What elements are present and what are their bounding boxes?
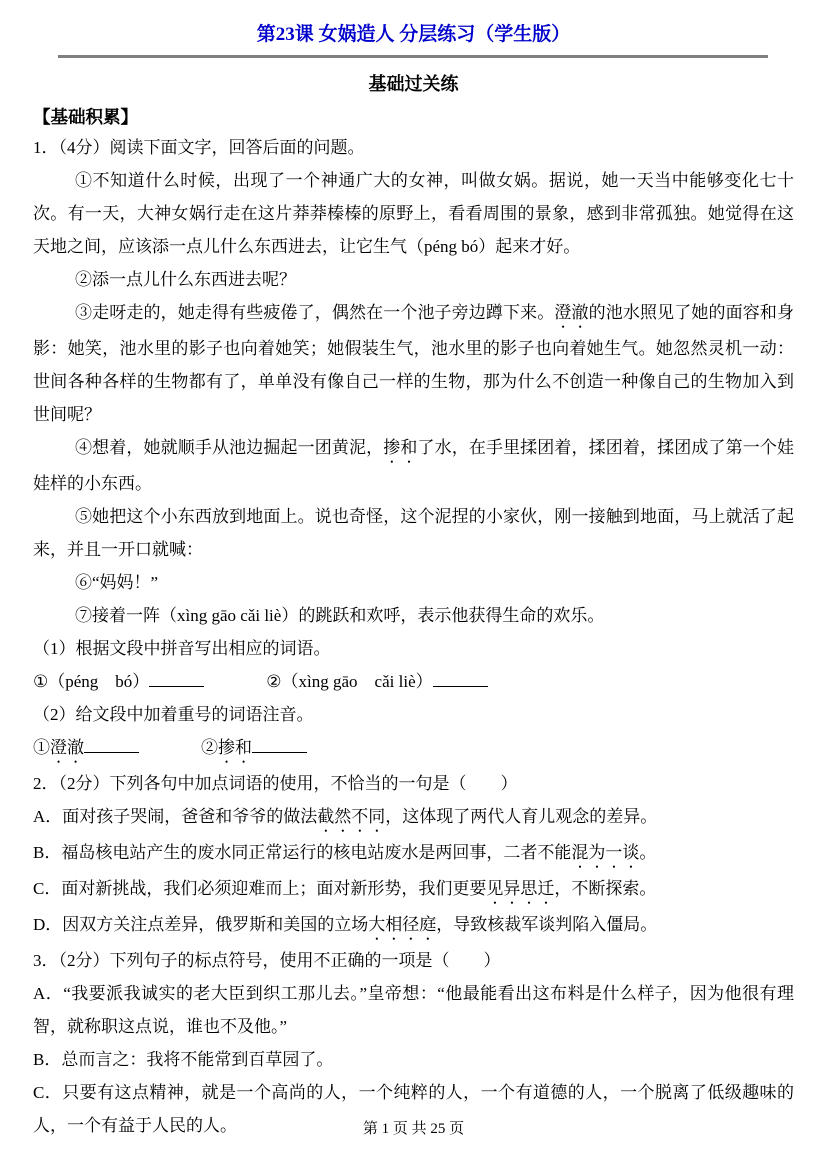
text-run: ②	[201, 738, 218, 757]
page-footer: 第 1 页 共 25 页	[362, 1121, 465, 1137]
text-run: ②（xìng gāo cǎi liè）	[266, 672, 433, 691]
text-run: ④想着，她就顺手从池边掘起一团黄泥，	[75, 438, 384, 457]
text-run: ②添一点儿什么东西进去呢？	[75, 270, 296, 289]
text-run: 了水，在手里揉团着，揉团着，揉团成了第一个娃娃样的小东西。	[33, 438, 795, 493]
question-3	[33, 944, 794, 1142]
text-run: ，不断探索。	[554, 879, 657, 898]
question-3-option-c: C．只要有这点精神，就是一个高尚的人，一个纯粹的人，一个有道德的人，一个脱离了低级趣味的人，一个有益于人民的人。	[33, 1083, 794, 1135]
text-run: D．因双方关注点差异，俄罗斯和美国的立场	[33, 915, 369, 934]
section-heading: 基础过关练	[368, 74, 459, 94]
emphasized-word: 混为一谈	[571, 843, 640, 862]
answer-blank[interactable]	[252, 737, 307, 753]
question-1-stem: 1．（4分）阅读下面文字，回答后面的问题。	[33, 138, 365, 157]
emphasized-word: 见异思迁	[486, 879, 555, 898]
subsection-heading: 【基础积累】	[33, 107, 138, 127]
passage-paragraph-3	[33, 296, 794, 431]
title-divider	[58, 55, 768, 58]
emphasized-word: 截然不同	[317, 807, 386, 826]
answer-blank[interactable]	[84, 737, 139, 753]
text-run: ，导致核裁军谈判陷入僵局。	[436, 915, 658, 934]
question-1-sub-2-answer-line	[33, 731, 794, 767]
answer-blank[interactable]	[149, 671, 204, 687]
emphasized-word: 澄澈	[50, 738, 84, 757]
text-run: A．面对孩子哭闹，爸爸和爷爷的做法	[33, 807, 318, 826]
text-run: 的池水照见了她的面容和身影：她笑，池水里的影子也向着她笑；她假装生气，池水里的影子也向着她生气。她忽然灵机一动：世间各种各样的生物都有了，单单没有像自己一样的生物，那为什么不创造一种像自己的生物加入到世间呢？	[33, 303, 795, 424]
question-2-option-b	[33, 836, 794, 872]
question-2	[33, 767, 794, 944]
question-2-stem: 2．（2分）下列各句中加点词语的使用，不恰当的一句是（ ）	[33, 774, 518, 793]
passage-paragraph-5	[33, 500, 794, 566]
text-run: ⑦接着一阵（xìng gāo cǎi liè）的跳跃和欢呼，表示他获得生命的欢乐。	[75, 606, 605, 625]
question-2-option-a	[33, 800, 794, 836]
text-run: ①不知道什么时候，出现了一个神通广大的女神，叫做女娲。据说，她一天当中能够变化七十次。有一天，大神女娲行走在这片莽莽榛榛的原野上，看看周围的景象，感到非常孤独。她觉得在这天地之间，应该添一点儿什么东西进去，让它生气（péng bó）起来才好。	[33, 171, 794, 256]
text-run: ①	[33, 738, 50, 757]
passage-paragraph-6	[33, 566, 794, 599]
text-run: 。	[639, 843, 657, 862]
text-run: ①（péng bó）	[33, 672, 150, 691]
passage-paragraph-4	[33, 431, 794, 500]
emphasized-word: 掺和	[383, 438, 418, 457]
answer-blank[interactable]	[433, 671, 488, 687]
passage-paragraph-2	[33, 263, 794, 296]
question-1-sub-1-stem: （1）根据文段中拼音写出相应的词语。	[33, 639, 331, 658]
question-3-option-b: B．总而言之：我将不能常到百草园了。	[33, 1050, 334, 1069]
text-run: ③走呀走的，她走得有些疲倦了，偶然在一个池子旁边蹲下来。	[75, 303, 555, 322]
question-3-stem: 3．（2分）下列句子的标点符号，使用不正确的一项是（ ）	[33, 951, 501, 970]
question-2-option-d	[33, 908, 794, 944]
text-run: ⑤她把这个小东西放到地面上。说也奇怪，这个泥捏的小家伙，刚一接触到地面，马上就活了起来，并且一开口就喊：	[33, 507, 794, 559]
document-title: 第23课 女娲造人 分层练习（学生版）	[256, 24, 571, 45]
text-run: C．面对新挑战，我们必须迎难而上；面对新形势，我们更要	[33, 879, 487, 898]
emphasized-word: 澄澈	[554, 303, 589, 322]
question-1	[33, 131, 794, 767]
text-run: ，这体现了两代人育儿观念的差异。	[385, 807, 658, 826]
text-run: ⑥“妈妈！”	[75, 573, 159, 592]
passage-paragraph-1	[33, 164, 794, 263]
text-run: B．福岛核电站产生的废水同正常运行的核电站废水是两回事，二者不能	[33, 843, 572, 862]
emphasized-word: 大相径庭	[368, 915, 437, 934]
question-2-option-c	[33, 872, 794, 908]
question-1-sub-2-stem: （2）给文段中加着重号的词语注音。	[33, 705, 314, 724]
question-3-option-a: A．“我要派我诚实的老大臣到织工那儿去。”皇帝想：“他最能看出这布料是什么样子，因为他很有理智，就称职这点说，谁也不及他。”	[33, 984, 794, 1036]
passage-paragraph-7	[33, 599, 794, 632]
emphasized-word: 掺和	[218, 738, 252, 757]
question-1-sub-1-answer-line	[33, 665, 794, 698]
reading-passage	[33, 164, 794, 632]
